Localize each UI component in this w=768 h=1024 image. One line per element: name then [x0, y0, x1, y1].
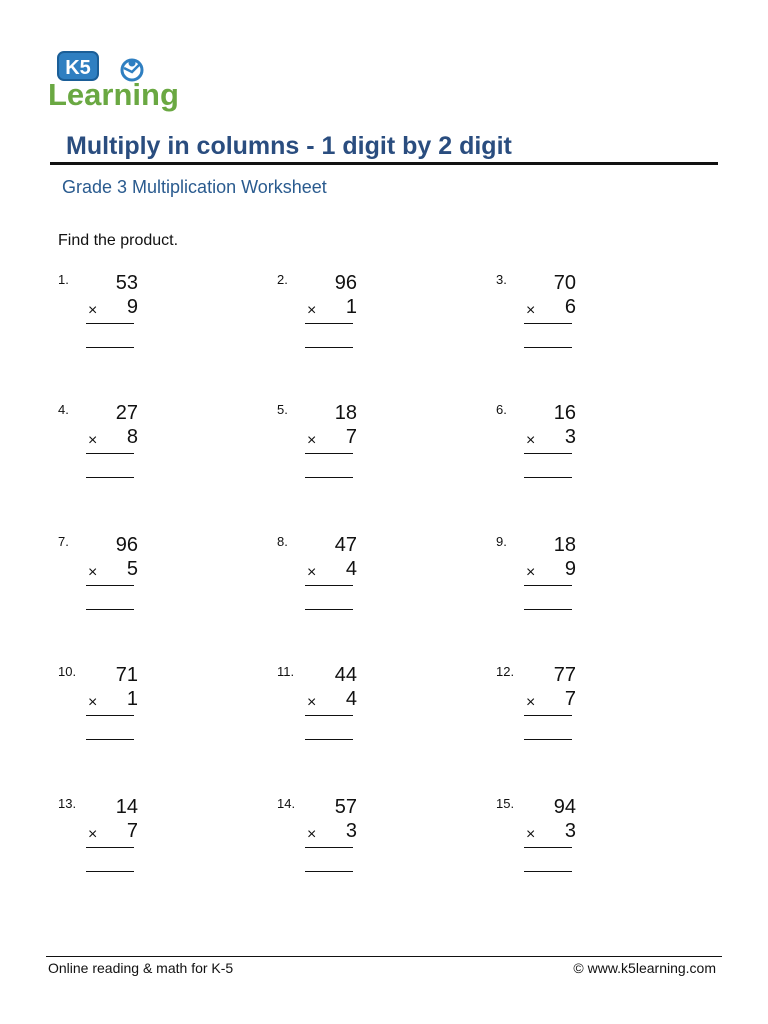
times-sign: ×: [88, 564, 98, 581]
problem-number: 6.: [496, 402, 507, 417]
answer-line: [86, 739, 134, 740]
multiplier: 9: [126, 296, 138, 318]
problem-number: 15.: [496, 796, 515, 811]
answer-line: [86, 477, 134, 478]
problem-3: [496, 272, 616, 372]
times-sign: ×: [526, 432, 536, 449]
answer-line: [86, 609, 134, 610]
multiplier: 4: [345, 558, 357, 580]
problem-11: [277, 664, 397, 764]
times-sign: ×: [307, 694, 317, 711]
page-title: Multiply in columns - 1 digit by 2 digit: [66, 132, 512, 160]
problem-4: [58, 402, 178, 502]
multiplicand: 70: [553, 272, 576, 294]
problem-number: 5.: [277, 402, 288, 417]
problem-number: 8.: [277, 534, 288, 549]
problem-13: [58, 796, 178, 896]
times-sign: ×: [526, 694, 536, 711]
answer-line: [524, 477, 572, 478]
multiplier: 3: [345, 820, 357, 842]
footer-website: © www.k5learning.com: [573, 960, 716, 976]
multiplicand: 77: [553, 664, 576, 686]
problem-number: 13.: [58, 796, 77, 811]
problem-number: 7.: [58, 534, 69, 549]
sum-line: [86, 847, 134, 848]
problem-15: [496, 796, 616, 896]
sum-line: [305, 715, 353, 716]
multiplier: 5: [126, 558, 138, 580]
instructions: Find the product.: [58, 232, 179, 249]
problem-number: 2.: [277, 272, 288, 287]
problem-10: [58, 664, 178, 764]
multiplier: 3: [564, 820, 576, 842]
multiplier: 1: [126, 688, 138, 710]
answer-line: [305, 739, 353, 740]
multiplicand: 14: [115, 796, 138, 818]
page-subtitle: Grade 3 Multiplication Worksheet: [62, 177, 327, 197]
multiplier: 7: [126, 820, 138, 842]
multiplier: 6: [564, 296, 576, 318]
multiplicand: 18: [334, 402, 357, 424]
problem-number: 9.: [496, 534, 507, 549]
multiplier: 7: [564, 688, 576, 710]
sum-line: [305, 585, 353, 586]
sum-line: [524, 453, 572, 454]
multiplier: 4: [345, 688, 357, 710]
multiplier: 8: [126, 426, 138, 448]
multiplicand: 57: [334, 796, 357, 818]
multiplier: 3: [564, 426, 576, 448]
problem-1: [58, 272, 178, 372]
problem-14: [277, 796, 397, 896]
multiplicand: 71: [115, 664, 138, 686]
sum-line: [86, 323, 134, 324]
answer-line: [524, 609, 572, 610]
logo-word-text: Learning: [48, 77, 179, 112]
problem-number: 12.: [496, 664, 515, 679]
problem-number: 1.: [58, 272, 69, 287]
sum-line: [524, 323, 572, 324]
answer-line: [86, 871, 134, 872]
times-sign: ×: [526, 302, 536, 319]
sum-line: [305, 453, 353, 454]
times-sign: ×: [307, 564, 317, 581]
answer-line: [305, 871, 353, 872]
problem-7: [58, 534, 178, 634]
multiplicand: 47: [334, 534, 357, 556]
multiplicand: 16: [553, 402, 576, 424]
problem-number: 3.: [496, 272, 507, 287]
problem-number: 11.: [277, 664, 295, 679]
multiplicand: 44: [334, 664, 357, 686]
multiplier: 1: [345, 296, 357, 318]
sum-line: [86, 715, 134, 716]
times-sign: ×: [88, 694, 98, 711]
sum-line: [524, 847, 572, 848]
answer-line: [524, 347, 572, 348]
title-divider: [50, 162, 718, 165]
problem-number: 14.: [277, 796, 296, 811]
multiplicand: 18: [553, 534, 576, 556]
problem-12: [496, 664, 616, 764]
answer-line: [305, 609, 353, 610]
k5-learning-logo: [46, 50, 188, 112]
sum-line: [305, 847, 353, 848]
answer-line: [305, 477, 353, 478]
problem-2: [277, 272, 397, 372]
times-sign: ×: [307, 432, 317, 449]
footer-tagline: Online reading & math for K-5: [48, 960, 234, 976]
problem-number: 4.: [58, 402, 69, 417]
sum-line: [86, 585, 134, 586]
problem-6: [496, 402, 616, 502]
problem-number: 10.: [58, 664, 77, 679]
problem-9: [496, 534, 616, 634]
footer-divider: [46, 956, 722, 957]
problem-5: [277, 402, 397, 502]
sum-line: [86, 453, 134, 454]
multiplier: 7: [345, 426, 357, 448]
answer-line: [305, 347, 353, 348]
times-sign: ×: [307, 302, 317, 319]
times-sign: ×: [88, 432, 98, 449]
multiplicand: 94: [553, 796, 576, 818]
answer-line: [524, 871, 572, 872]
times-sign: ×: [526, 826, 536, 843]
times-sign: ×: [88, 302, 98, 319]
multiplicand: 96: [115, 534, 138, 556]
times-sign: ×: [307, 826, 317, 843]
sum-line: [524, 715, 572, 716]
sum-line: [524, 585, 572, 586]
sum-line: [305, 323, 353, 324]
logo-badge-text: K5: [65, 57, 91, 79]
answer-line: [524, 739, 572, 740]
times-sign: ×: [88, 826, 98, 843]
problem-8: [277, 534, 397, 634]
multiplicand: 53: [115, 272, 138, 294]
answer-line: [86, 347, 134, 348]
multiplicand: 27: [115, 402, 138, 424]
multiplier: 9: [564, 558, 576, 580]
times-sign: ×: [526, 564, 536, 581]
multiplicand: 96: [334, 272, 357, 294]
